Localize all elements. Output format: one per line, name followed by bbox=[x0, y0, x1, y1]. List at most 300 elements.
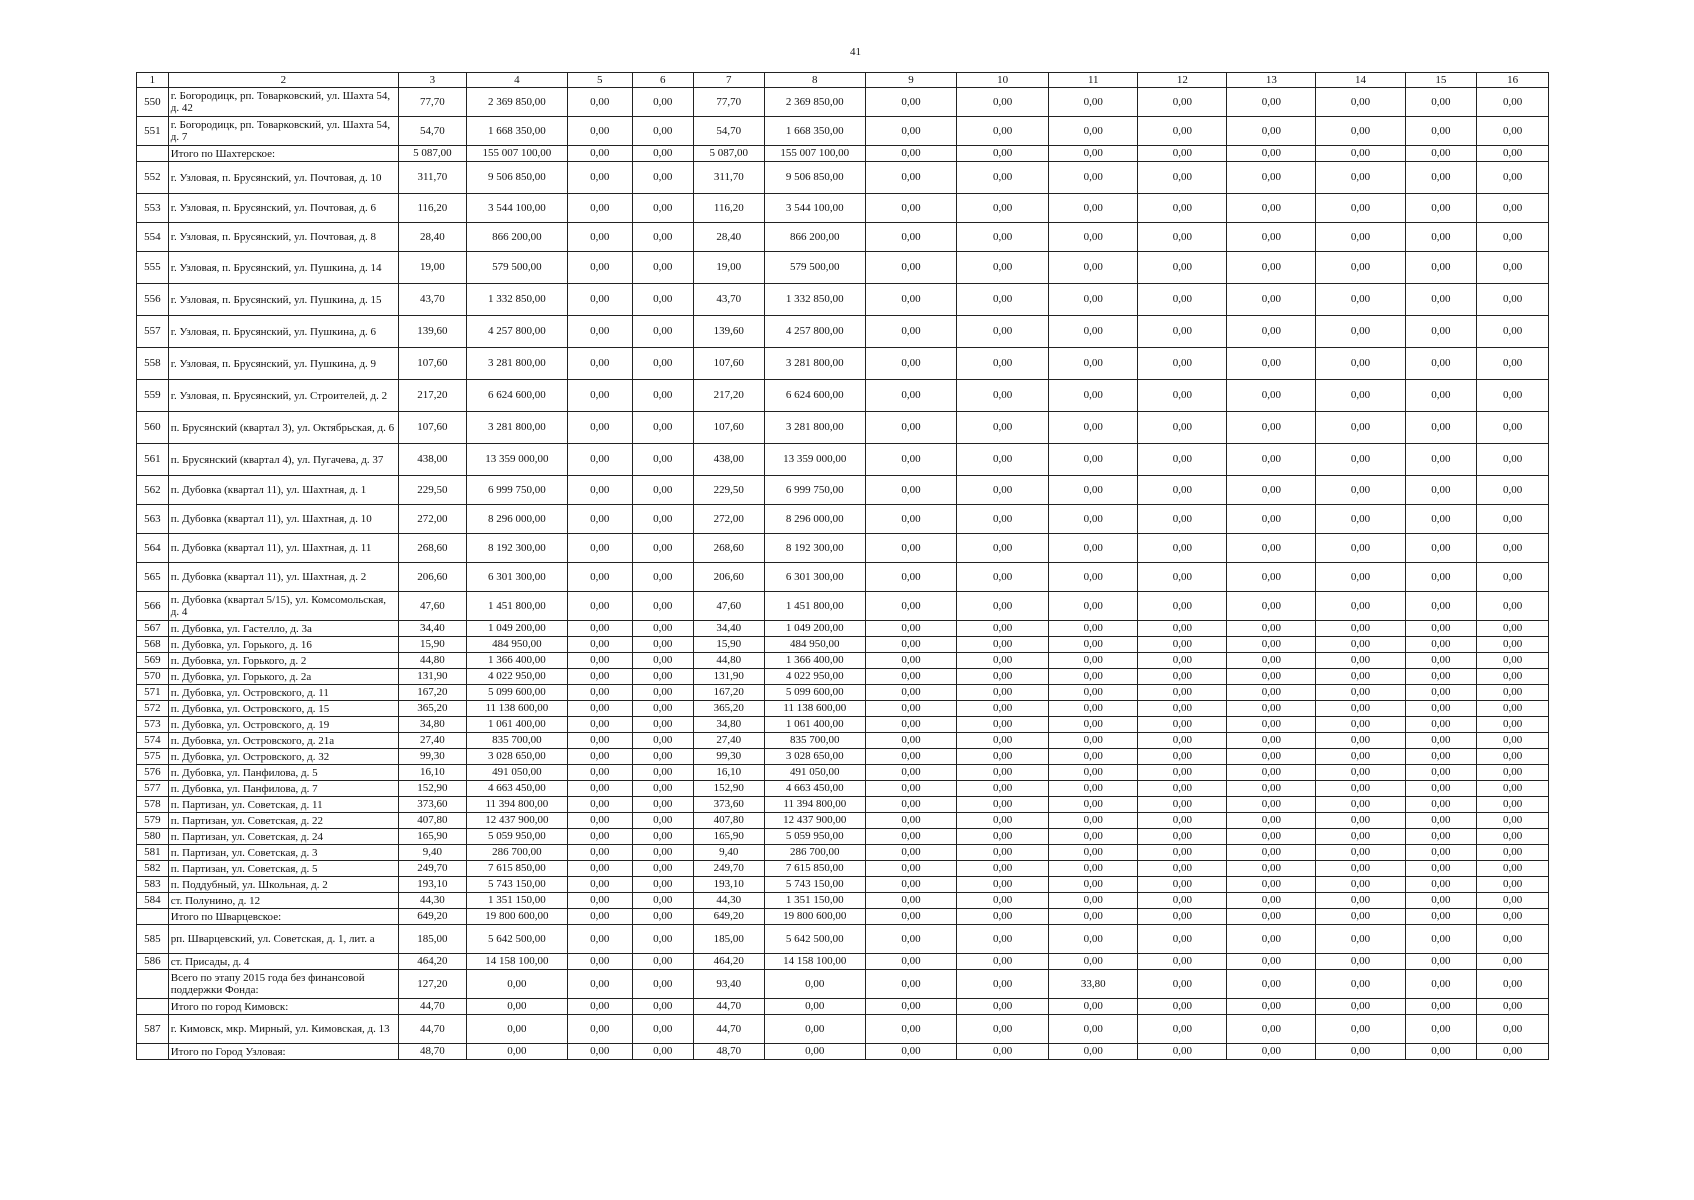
value-cell: 0,00 bbox=[1227, 813, 1316, 829]
value-cell: 0,00 bbox=[1316, 893, 1405, 909]
value-cell: 0,00 bbox=[1405, 717, 1477, 733]
value-cell: 0,00 bbox=[1227, 954, 1316, 970]
value-cell: 0,00 bbox=[1316, 954, 1405, 970]
value-cell: 0,00 bbox=[865, 733, 956, 749]
address-cell: п. Поддубный, ул. Школьная, д. 2 bbox=[168, 877, 398, 893]
value-cell: 217,20 bbox=[399, 380, 467, 412]
value-cell: 0,00 bbox=[1405, 223, 1477, 252]
value-cell: 0,00 bbox=[865, 534, 956, 563]
value-cell: 0,00 bbox=[568, 701, 633, 717]
value-cell: 0,00 bbox=[1138, 563, 1227, 592]
table-row bbox=[137, 162, 1549, 194]
value-cell: 0,00 bbox=[1049, 194, 1138, 223]
value-cell: 0,00 bbox=[1049, 685, 1138, 701]
value-cell: 3 028 650,00 bbox=[466, 749, 567, 765]
column-number-cell: 12 bbox=[1138, 73, 1227, 88]
value-cell: 0,00 bbox=[1477, 877, 1549, 893]
value-cell: 0,00 bbox=[1138, 223, 1227, 252]
value-cell: 0,00 bbox=[568, 534, 633, 563]
value-cell: 0,00 bbox=[957, 637, 1049, 653]
value-cell: 0,00 bbox=[1405, 162, 1477, 194]
value-cell: 0,00 bbox=[1477, 701, 1549, 717]
value-cell: 34,40 bbox=[399, 621, 467, 637]
row-number-cell: 580 bbox=[137, 829, 169, 845]
value-cell: 0,00 bbox=[1138, 999, 1227, 1015]
value-cell: 0,00 bbox=[568, 717, 633, 733]
table-row bbox=[137, 765, 1549, 781]
value-cell: 649,20 bbox=[399, 909, 467, 925]
value-cell: 0,00 bbox=[865, 685, 956, 701]
table-row bbox=[137, 223, 1549, 252]
value-cell: 0,00 bbox=[957, 701, 1049, 717]
value-cell: 0,00 bbox=[1138, 146, 1227, 162]
value-cell: 34,40 bbox=[693, 621, 764, 637]
value-cell: 0,00 bbox=[1138, 162, 1227, 194]
address-cell: п. Партизан, ул. Советская, д. 24 bbox=[168, 829, 398, 845]
value-cell: 0,00 bbox=[1227, 653, 1316, 669]
value-cell: 0,00 bbox=[568, 829, 633, 845]
value-cell: 0,00 bbox=[1227, 117, 1316, 146]
value-cell: 0,00 bbox=[1316, 1044, 1405, 1060]
table-row bbox=[137, 117, 1549, 146]
value-cell: 0,00 bbox=[1138, 765, 1227, 781]
value-cell: 4 663 450,00 bbox=[466, 781, 567, 797]
value-cell: 0,00 bbox=[632, 88, 693, 117]
row-number-cell: 586 bbox=[137, 954, 169, 970]
value-cell: 0,00 bbox=[1049, 813, 1138, 829]
value-cell: 0,00 bbox=[1227, 781, 1316, 797]
column-number-cell: 6 bbox=[632, 73, 693, 88]
address-cell: г. Кимовск, мкр. Мирный, ул. Кимовская, д. 13 bbox=[168, 1015, 398, 1044]
value-cell: 0,00 bbox=[1405, 380, 1477, 412]
value-cell: 0,00 bbox=[1138, 1015, 1227, 1044]
value-cell: 139,60 bbox=[693, 316, 764, 348]
value-cell: 14 158 100,00 bbox=[466, 954, 567, 970]
row-number-cell: 552 bbox=[137, 162, 169, 194]
value-cell: 0,00 bbox=[764, 1015, 865, 1044]
address-cell: п. Дубовка, ул. Горького, д. 16 bbox=[168, 637, 398, 653]
value-cell: 0,00 bbox=[1138, 1044, 1227, 1060]
column-number-cell: 5 bbox=[568, 73, 633, 88]
value-cell: 0,00 bbox=[632, 733, 693, 749]
value-cell: 165,90 bbox=[399, 829, 467, 845]
value-cell: 1 366 400,00 bbox=[764, 653, 865, 669]
value-cell: 0,00 bbox=[1316, 781, 1405, 797]
value-cell: 0,00 bbox=[957, 146, 1049, 162]
value-cell: 0,00 bbox=[1138, 476, 1227, 505]
value-cell: 0,00 bbox=[632, 146, 693, 162]
value-cell: 0,00 bbox=[1049, 781, 1138, 797]
value-cell: 0,00 bbox=[1477, 476, 1549, 505]
value-cell: 0,00 bbox=[957, 1044, 1049, 1060]
value-cell: 0,00 bbox=[1316, 117, 1405, 146]
value-cell: 99,30 bbox=[399, 749, 467, 765]
value-cell: 0,00 bbox=[1477, 829, 1549, 845]
table-row bbox=[137, 781, 1549, 797]
value-cell: 0,00 bbox=[1227, 717, 1316, 733]
value-cell: 0,00 bbox=[1227, 1015, 1316, 1044]
value-cell: 5 059 950,00 bbox=[764, 829, 865, 845]
value-cell: 0,00 bbox=[568, 970, 633, 999]
value-cell: 8 296 000,00 bbox=[466, 505, 567, 534]
address-cell: п. Дубовка, ул. Островского, д. 15 bbox=[168, 701, 398, 717]
value-cell: 0,00 bbox=[1316, 829, 1405, 845]
address-cell: г. Узловая, п. Брусянский, ул. Строителей, д. 2 bbox=[168, 380, 398, 412]
value-cell: 0,00 bbox=[1316, 284, 1405, 316]
value-cell: 19 800 600,00 bbox=[466, 909, 567, 925]
value-cell: 0,00 bbox=[1405, 877, 1477, 893]
value-cell: 0,00 bbox=[1405, 797, 1477, 813]
value-cell: 0,00 bbox=[1316, 412, 1405, 444]
value-cell: 0,00 bbox=[1477, 765, 1549, 781]
value-cell: 464,20 bbox=[693, 954, 764, 970]
value-cell: 0,00 bbox=[1477, 749, 1549, 765]
value-cell: 6 999 750,00 bbox=[764, 476, 865, 505]
value-cell: 0,00 bbox=[865, 252, 956, 284]
value-cell: 0,00 bbox=[1316, 563, 1405, 592]
value-cell: 0,00 bbox=[1227, 223, 1316, 252]
value-cell: 0,00 bbox=[632, 348, 693, 380]
value-cell: 0,00 bbox=[568, 162, 633, 194]
value-cell: 5 743 150,00 bbox=[466, 877, 567, 893]
value-cell: 0,00 bbox=[1049, 701, 1138, 717]
value-cell: 0,00 bbox=[1477, 653, 1549, 669]
value-cell: 0,00 bbox=[1316, 444, 1405, 476]
value-cell: 0,00 bbox=[1138, 861, 1227, 877]
address-cell: п. Дубовка, ул. Гастелло, д. 3а bbox=[168, 621, 398, 637]
value-cell: 0,00 bbox=[1138, 925, 1227, 954]
value-cell: 0,00 bbox=[1227, 592, 1316, 621]
column-number-cell: 1 bbox=[137, 73, 169, 88]
column-number-cell: 13 bbox=[1227, 73, 1316, 88]
value-cell: 0,00 bbox=[957, 877, 1049, 893]
value-cell: 0,00 bbox=[1405, 749, 1477, 765]
value-cell: 0,00 bbox=[865, 999, 956, 1015]
table-row bbox=[137, 893, 1549, 909]
value-cell: 0,00 bbox=[1477, 1044, 1549, 1060]
value-cell: 0,00 bbox=[1049, 893, 1138, 909]
value-cell: 0,00 bbox=[957, 621, 1049, 637]
value-cell: 0,00 bbox=[1049, 223, 1138, 252]
table-row bbox=[137, 621, 1549, 637]
value-cell: 0,00 bbox=[1316, 733, 1405, 749]
row-number-cell bbox=[137, 146, 169, 162]
value-cell: 0,00 bbox=[632, 845, 693, 861]
value-cell: 0,00 bbox=[1049, 348, 1138, 380]
value-cell: 0,00 bbox=[1405, 845, 1477, 861]
value-cell: 0,00 bbox=[1227, 685, 1316, 701]
value-cell: 8 192 300,00 bbox=[466, 534, 567, 563]
value-cell: 0,00 bbox=[632, 194, 693, 223]
value-cell: 0,00 bbox=[1138, 505, 1227, 534]
value-cell: 107,60 bbox=[399, 412, 467, 444]
value-cell: 0,00 bbox=[632, 592, 693, 621]
value-cell: 19,00 bbox=[693, 252, 764, 284]
value-cell: 0,00 bbox=[1477, 223, 1549, 252]
value-cell: 0,00 bbox=[1316, 669, 1405, 685]
value-cell: 0,00 bbox=[865, 146, 956, 162]
address-cell: п. Брусянский (квартал 4), ул. Пугачева, д. 37 bbox=[168, 444, 398, 476]
value-cell: 185,00 bbox=[399, 925, 467, 954]
value-cell: 0,00 bbox=[957, 925, 1049, 954]
value-cell: 1 668 350,00 bbox=[764, 117, 865, 146]
address-cell: рп. Шварцевский, ул. Советская, д. 1, лит. а bbox=[168, 925, 398, 954]
value-cell: 0,00 bbox=[1316, 813, 1405, 829]
value-cell: 0,00 bbox=[1477, 380, 1549, 412]
value-cell: 16,10 bbox=[399, 765, 467, 781]
value-cell: 0,00 bbox=[1477, 505, 1549, 534]
register-table bbox=[136, 72, 1549, 1060]
value-cell: 0,00 bbox=[865, 621, 956, 637]
value-cell: 0,00 bbox=[1227, 701, 1316, 717]
value-cell: 0,00 bbox=[1227, 162, 1316, 194]
table-row bbox=[137, 194, 1549, 223]
value-cell: 0,00 bbox=[568, 476, 633, 505]
value-cell: 77,70 bbox=[399, 88, 467, 117]
value-cell: 11 138 600,00 bbox=[764, 701, 865, 717]
column-number-cell: 14 bbox=[1316, 73, 1405, 88]
value-cell: 0,00 bbox=[568, 88, 633, 117]
value-cell: 249,70 bbox=[399, 861, 467, 877]
value-cell: 5 099 600,00 bbox=[466, 685, 567, 701]
subtotal-row bbox=[137, 999, 1549, 1015]
value-cell: 365,20 bbox=[693, 701, 764, 717]
value-cell: 0,00 bbox=[1316, 999, 1405, 1015]
value-cell: 1 451 800,00 bbox=[466, 592, 567, 621]
value-cell: 0,00 bbox=[1227, 877, 1316, 893]
value-cell: 0,00 bbox=[1405, 1044, 1477, 1060]
row-number-cell: 558 bbox=[137, 348, 169, 380]
value-cell: 5 642 500,00 bbox=[764, 925, 865, 954]
value-cell: 0,00 bbox=[957, 813, 1049, 829]
value-cell: 365,20 bbox=[399, 701, 467, 717]
value-cell: 0,00 bbox=[865, 653, 956, 669]
row-number-cell: 561 bbox=[137, 444, 169, 476]
value-cell: 0,00 bbox=[1316, 380, 1405, 412]
value-cell: 0,00 bbox=[1477, 717, 1549, 733]
row-number-cell: 573 bbox=[137, 717, 169, 733]
value-cell: 0,00 bbox=[1227, 563, 1316, 592]
address-cell: п. Дубовка (квартал 11), ул. Шахтная, д. 11 bbox=[168, 534, 398, 563]
value-cell: 0,00 bbox=[1405, 637, 1477, 653]
value-cell: 0,00 bbox=[1049, 592, 1138, 621]
value-cell: 0,00 bbox=[632, 1015, 693, 1044]
value-cell: 0,00 bbox=[1477, 845, 1549, 861]
value-cell: 0,00 bbox=[632, 685, 693, 701]
address-cell: п. Дубовка, ул. Горького, д. 2а bbox=[168, 669, 398, 685]
value-cell: 0,00 bbox=[1405, 284, 1477, 316]
value-cell: 0,00 bbox=[1138, 284, 1227, 316]
table-row bbox=[137, 845, 1549, 861]
row-number-cell: 568 bbox=[137, 637, 169, 653]
value-cell: 116,20 bbox=[693, 194, 764, 223]
value-cell: 0,00 bbox=[568, 749, 633, 765]
value-cell: 0,00 bbox=[1227, 252, 1316, 284]
value-cell: 0,00 bbox=[568, 563, 633, 592]
value-cell: 0,00 bbox=[957, 505, 1049, 534]
value-cell: 0,00 bbox=[568, 1044, 633, 1060]
value-cell: 0,00 bbox=[568, 877, 633, 893]
value-cell: 0,00 bbox=[632, 563, 693, 592]
value-cell: 0,00 bbox=[1049, 1015, 1138, 1044]
value-cell: 4 022 950,00 bbox=[466, 669, 567, 685]
value-cell: 0,00 bbox=[568, 909, 633, 925]
address-cell: г. Узловая, п. Брусянский, ул. Пушкина, д. 15 bbox=[168, 284, 398, 316]
table-row bbox=[137, 749, 1549, 765]
value-cell: 15,90 bbox=[399, 637, 467, 653]
value-cell: 6 301 300,00 bbox=[466, 563, 567, 592]
value-cell: 0,00 bbox=[1405, 117, 1477, 146]
value-cell: 206,60 bbox=[399, 563, 467, 592]
row-number-cell: 576 bbox=[137, 765, 169, 781]
value-cell: 0,00 bbox=[1316, 909, 1405, 925]
value-cell: 373,60 bbox=[399, 797, 467, 813]
value-cell: 0,00 bbox=[632, 476, 693, 505]
table-row bbox=[137, 954, 1549, 970]
value-cell: 0,00 bbox=[1316, 223, 1405, 252]
value-cell: 48,70 bbox=[693, 1044, 764, 1060]
value-cell: 0,00 bbox=[1049, 380, 1138, 412]
value-cell: 155 007 100,00 bbox=[466, 146, 567, 162]
value-cell: 311,70 bbox=[399, 162, 467, 194]
value-cell: 0,00 bbox=[1227, 845, 1316, 861]
value-cell: 0,00 bbox=[957, 765, 1049, 781]
value-cell: 0,00 bbox=[1316, 476, 1405, 505]
value-cell: 0,00 bbox=[1405, 781, 1477, 797]
address-cell: п. Дубовка, ул. Панфилова, д. 7 bbox=[168, 781, 398, 797]
value-cell: 47,60 bbox=[693, 592, 764, 621]
value-cell: 0,00 bbox=[957, 717, 1049, 733]
value-cell: 0,00 bbox=[1138, 717, 1227, 733]
row-number-cell: 582 bbox=[137, 861, 169, 877]
value-cell: 1 351 150,00 bbox=[764, 893, 865, 909]
table-row bbox=[137, 88, 1549, 117]
value-cell: 0,00 bbox=[1049, 534, 1138, 563]
row-number-cell: 560 bbox=[137, 412, 169, 444]
row-number-cell: 556 bbox=[137, 284, 169, 316]
value-cell: 0,00 bbox=[957, 653, 1049, 669]
value-cell: 0,00 bbox=[764, 970, 865, 999]
value-cell: 0,00 bbox=[1227, 88, 1316, 117]
value-cell: 0,00 bbox=[1227, 380, 1316, 412]
value-cell: 0,00 bbox=[568, 653, 633, 669]
value-cell: 3 028 650,00 bbox=[764, 749, 865, 765]
value-cell: 0,00 bbox=[957, 909, 1049, 925]
value-cell: 0,00 bbox=[1049, 733, 1138, 749]
row-number-cell bbox=[137, 970, 169, 999]
value-cell: 0,00 bbox=[1316, 861, 1405, 877]
address-cell: г. Узловая, п. Брусянский, ул. Почтовая, д. 10 bbox=[168, 162, 398, 194]
value-cell: 54,70 bbox=[399, 117, 467, 146]
value-cell: 0,00 bbox=[1049, 925, 1138, 954]
value-cell: 0,00 bbox=[1477, 970, 1549, 999]
value-cell: 28,40 bbox=[693, 223, 764, 252]
value-cell: 0,00 bbox=[632, 813, 693, 829]
value-cell: 1 451 800,00 bbox=[764, 592, 865, 621]
value-cell: 579 500,00 bbox=[764, 252, 865, 284]
value-cell: 0,00 bbox=[1477, 733, 1549, 749]
table-row bbox=[137, 412, 1549, 444]
subtotal-label-cell: Итого по Город Узловая: bbox=[168, 1044, 398, 1060]
value-cell: 0,00 bbox=[957, 781, 1049, 797]
value-cell: 0,00 bbox=[1049, 88, 1138, 117]
value-cell: 0,00 bbox=[632, 653, 693, 669]
value-cell: 0,00 bbox=[1477, 925, 1549, 954]
value-cell: 1 049 200,00 bbox=[466, 621, 567, 637]
value-cell: 0,00 bbox=[957, 223, 1049, 252]
value-cell: 0,00 bbox=[568, 954, 633, 970]
value-cell: 0,00 bbox=[632, 412, 693, 444]
address-cell: г. Узловая, п. Брусянский, ул. Пушкина, д. 6 bbox=[168, 316, 398, 348]
value-cell: 12 437 900,00 bbox=[764, 813, 865, 829]
value-cell: 0,00 bbox=[1227, 893, 1316, 909]
value-cell: 0,00 bbox=[1049, 765, 1138, 781]
value-cell: 0,00 bbox=[1405, 970, 1477, 999]
value-cell: 54,70 bbox=[693, 117, 764, 146]
value-cell: 0,00 bbox=[865, 861, 956, 877]
value-cell: 0,00 bbox=[865, 1015, 956, 1044]
value-cell: 0,00 bbox=[1316, 701, 1405, 717]
value-cell: 15,90 bbox=[693, 637, 764, 653]
value-cell: 0,00 bbox=[957, 444, 1049, 476]
value-cell: 0,00 bbox=[865, 194, 956, 223]
value-cell: 0,00 bbox=[632, 621, 693, 637]
value-cell: 0,00 bbox=[1049, 505, 1138, 534]
value-cell: 0,00 bbox=[1138, 893, 1227, 909]
value-cell: 0,00 bbox=[865, 117, 956, 146]
value-cell: 2 369 850,00 bbox=[466, 88, 567, 117]
value-cell: 0,00 bbox=[1138, 637, 1227, 653]
value-cell: 4 257 800,00 bbox=[764, 316, 865, 348]
value-cell: 0,00 bbox=[1405, 925, 1477, 954]
value-cell: 0,00 bbox=[1477, 88, 1549, 117]
value-cell: 373,60 bbox=[693, 797, 764, 813]
value-cell: 0,00 bbox=[1227, 444, 1316, 476]
value-cell: 835 700,00 bbox=[764, 733, 865, 749]
value-cell: 0,00 bbox=[1477, 146, 1549, 162]
value-cell: 0,00 bbox=[568, 893, 633, 909]
value-cell: 0,00 bbox=[1477, 534, 1549, 563]
value-cell: 0,00 bbox=[1049, 412, 1138, 444]
value-cell: 0,00 bbox=[1227, 637, 1316, 653]
value-cell: 0,00 bbox=[1316, 685, 1405, 701]
value-cell: 0,00 bbox=[1227, 534, 1316, 563]
value-cell: 6 624 600,00 bbox=[466, 380, 567, 412]
value-cell: 0,00 bbox=[568, 621, 633, 637]
value-cell: 0,00 bbox=[1477, 813, 1549, 829]
value-cell: 0,00 bbox=[865, 563, 956, 592]
value-cell: 0,00 bbox=[632, 1044, 693, 1060]
value-cell: 0,00 bbox=[1477, 637, 1549, 653]
value-cell: 0,00 bbox=[1227, 284, 1316, 316]
value-cell: 4 663 450,00 bbox=[764, 781, 865, 797]
column-number-cell: 10 bbox=[957, 73, 1049, 88]
value-cell: 272,00 bbox=[693, 505, 764, 534]
row-number-cell: 579 bbox=[137, 813, 169, 829]
value-cell: 229,50 bbox=[693, 476, 764, 505]
table-row bbox=[137, 252, 1549, 284]
value-cell: 0,00 bbox=[1227, 348, 1316, 380]
value-cell: 9 506 850,00 bbox=[764, 162, 865, 194]
value-cell: 217,20 bbox=[693, 380, 764, 412]
value-cell: 464,20 bbox=[399, 954, 467, 970]
value-cell: 0,00 bbox=[632, 999, 693, 1015]
value-cell: 0,00 bbox=[1405, 765, 1477, 781]
value-cell: 0,00 bbox=[568, 252, 633, 284]
address-cell: г. Богородицк, рп. Товарковский, ул. Шахта 54, д. 7 bbox=[168, 117, 398, 146]
table-row bbox=[137, 701, 1549, 717]
row-number-cell: 551 bbox=[137, 117, 169, 146]
